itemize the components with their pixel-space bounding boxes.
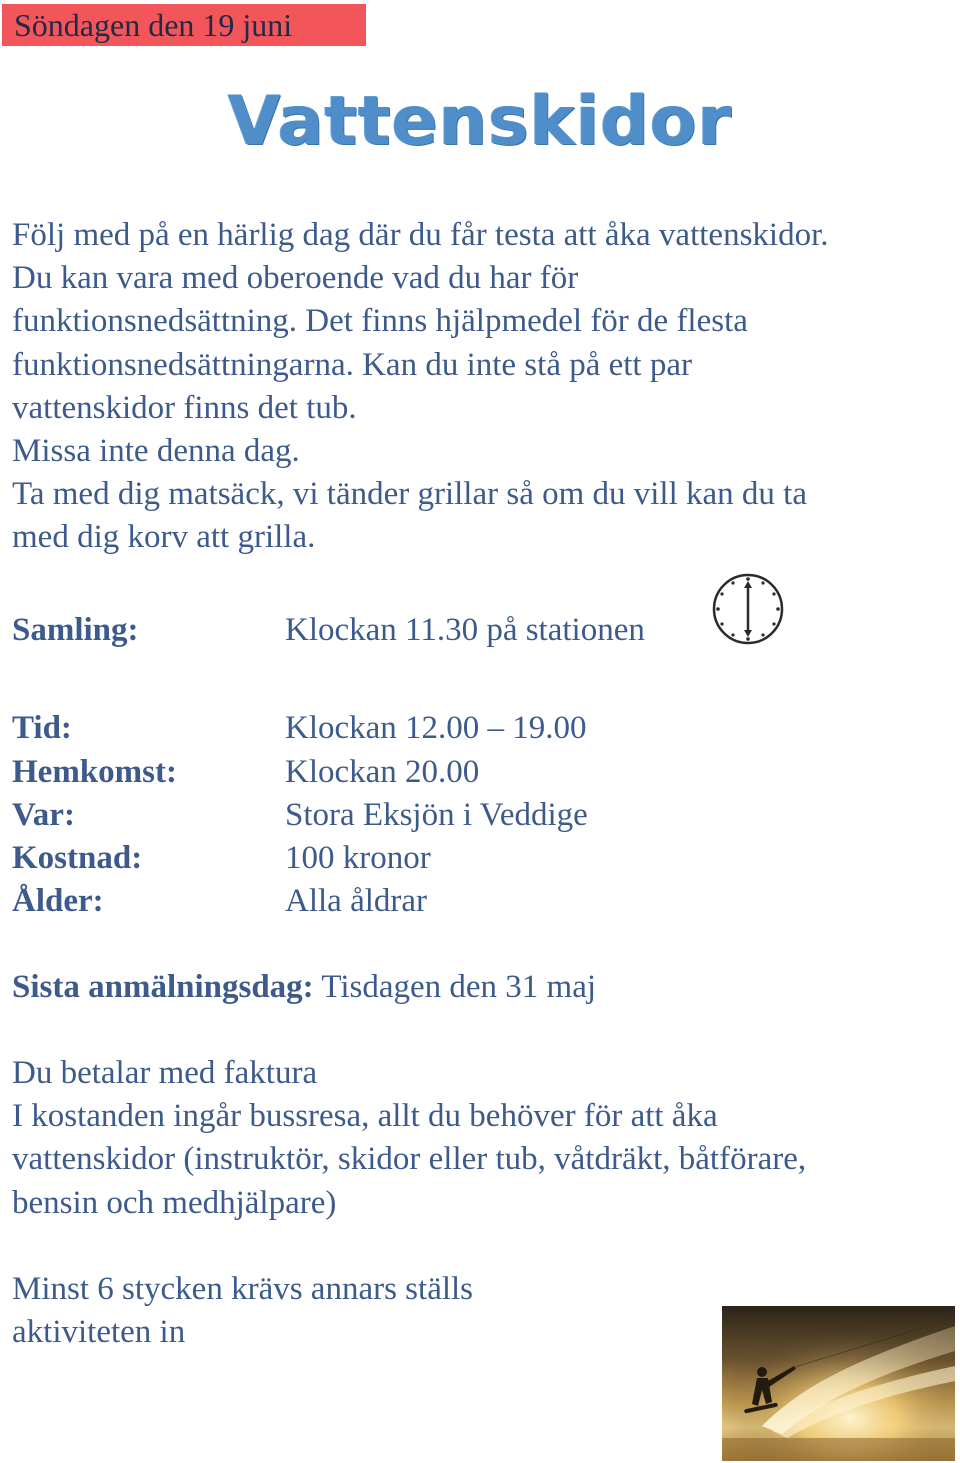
clock-icon — [711, 572, 785, 646]
deadline-label: Sista anmälningsdag: — [12, 969, 314, 1005]
deadline-value: Tisdagen den 31 maj — [321, 969, 597, 1005]
intro-line: Missa inte denna dag. — [12, 433, 300, 470]
detail-label: Var: — [12, 797, 75, 833]
payment-line: vattenskidor (instruktör, skidor eller tub, våtdräkt, båtförare, — [12, 1141, 807, 1178]
minimum-line: Minst 6 stycken krävs annars ställs — [12, 1271, 474, 1307]
water-skier-photo — [722, 1306, 955, 1461]
minimum-line: aktiviteten in — [12, 1314, 186, 1351]
intro-line: med dig korv att grilla. — [12, 519, 316, 556]
intro-line: Du kan vara med oberoende vad du har för — [12, 260, 579, 297]
detail-label: Hemkomst: — [12, 754, 177, 790]
detail-row-cost — [12, 837, 431, 880]
detail-label: Ålder: — [12, 883, 104, 919]
intro-line: funktionsnedsättningarna. Kan du inte stå på ett par — [12, 346, 692, 383]
registration-deadline — [12, 966, 596, 1009]
detail-label: Kostnad: — [12, 840, 143, 876]
detail-value: Klockan 11.30 på stationen — [285, 612, 645, 648]
intro-line: vattenskidor finns det tub. — [12, 389, 357, 426]
intro-line: funktionsnedsättning. Det finns hjälpmedel för de flesta — [12, 303, 748, 340]
intro-line: Ta med dig matsäck, vi tänder grillar så om du vill kan du ta — [12, 476, 807, 513]
detail-value: Klockan 12.00 – 19.00 — [285, 710, 587, 746]
detail-label: Samling: — [12, 612, 139, 648]
detail-row-meeting — [12, 609, 645, 652]
detail-value: Klockan 20.00 — [285, 754, 480, 790]
payment-line: I kostanden ingår bussresa, allt du behöver för att åka — [12, 1098, 718, 1135]
payment-line: bensin och medhjälpare) — [12, 1184, 337, 1221]
intro-text — [12, 214, 947, 560]
payment-info — [12, 1052, 947, 1225]
detail-row-return — [12, 751, 479, 794]
date-banner — [2, 4, 366, 46]
page-title: Vattenskidor — [227, 82, 733, 161]
water-skier-illustration — [722, 1306, 955, 1461]
detail-row-age — [12, 880, 427, 923]
detail-value: Alla åldrar — [285, 883, 428, 919]
minimum-participants — [12, 1268, 612, 1354]
detail-value: Stora Eksjön i Veddige — [285, 797, 588, 833]
detail-value: 100 kronor — [285, 840, 431, 876]
detail-row-time — [12, 707, 587, 750]
detail-label: Tid: — [12, 710, 72, 746]
event-date: Söndagen den 19 juni — [14, 7, 293, 43]
detail-row-place — [12, 794, 588, 837]
payment-line: Du betalar med faktura — [12, 1055, 318, 1091]
intro-line: Följ med på en härlig dag där du får testa att åka vattenskidor. — [12, 217, 829, 253]
